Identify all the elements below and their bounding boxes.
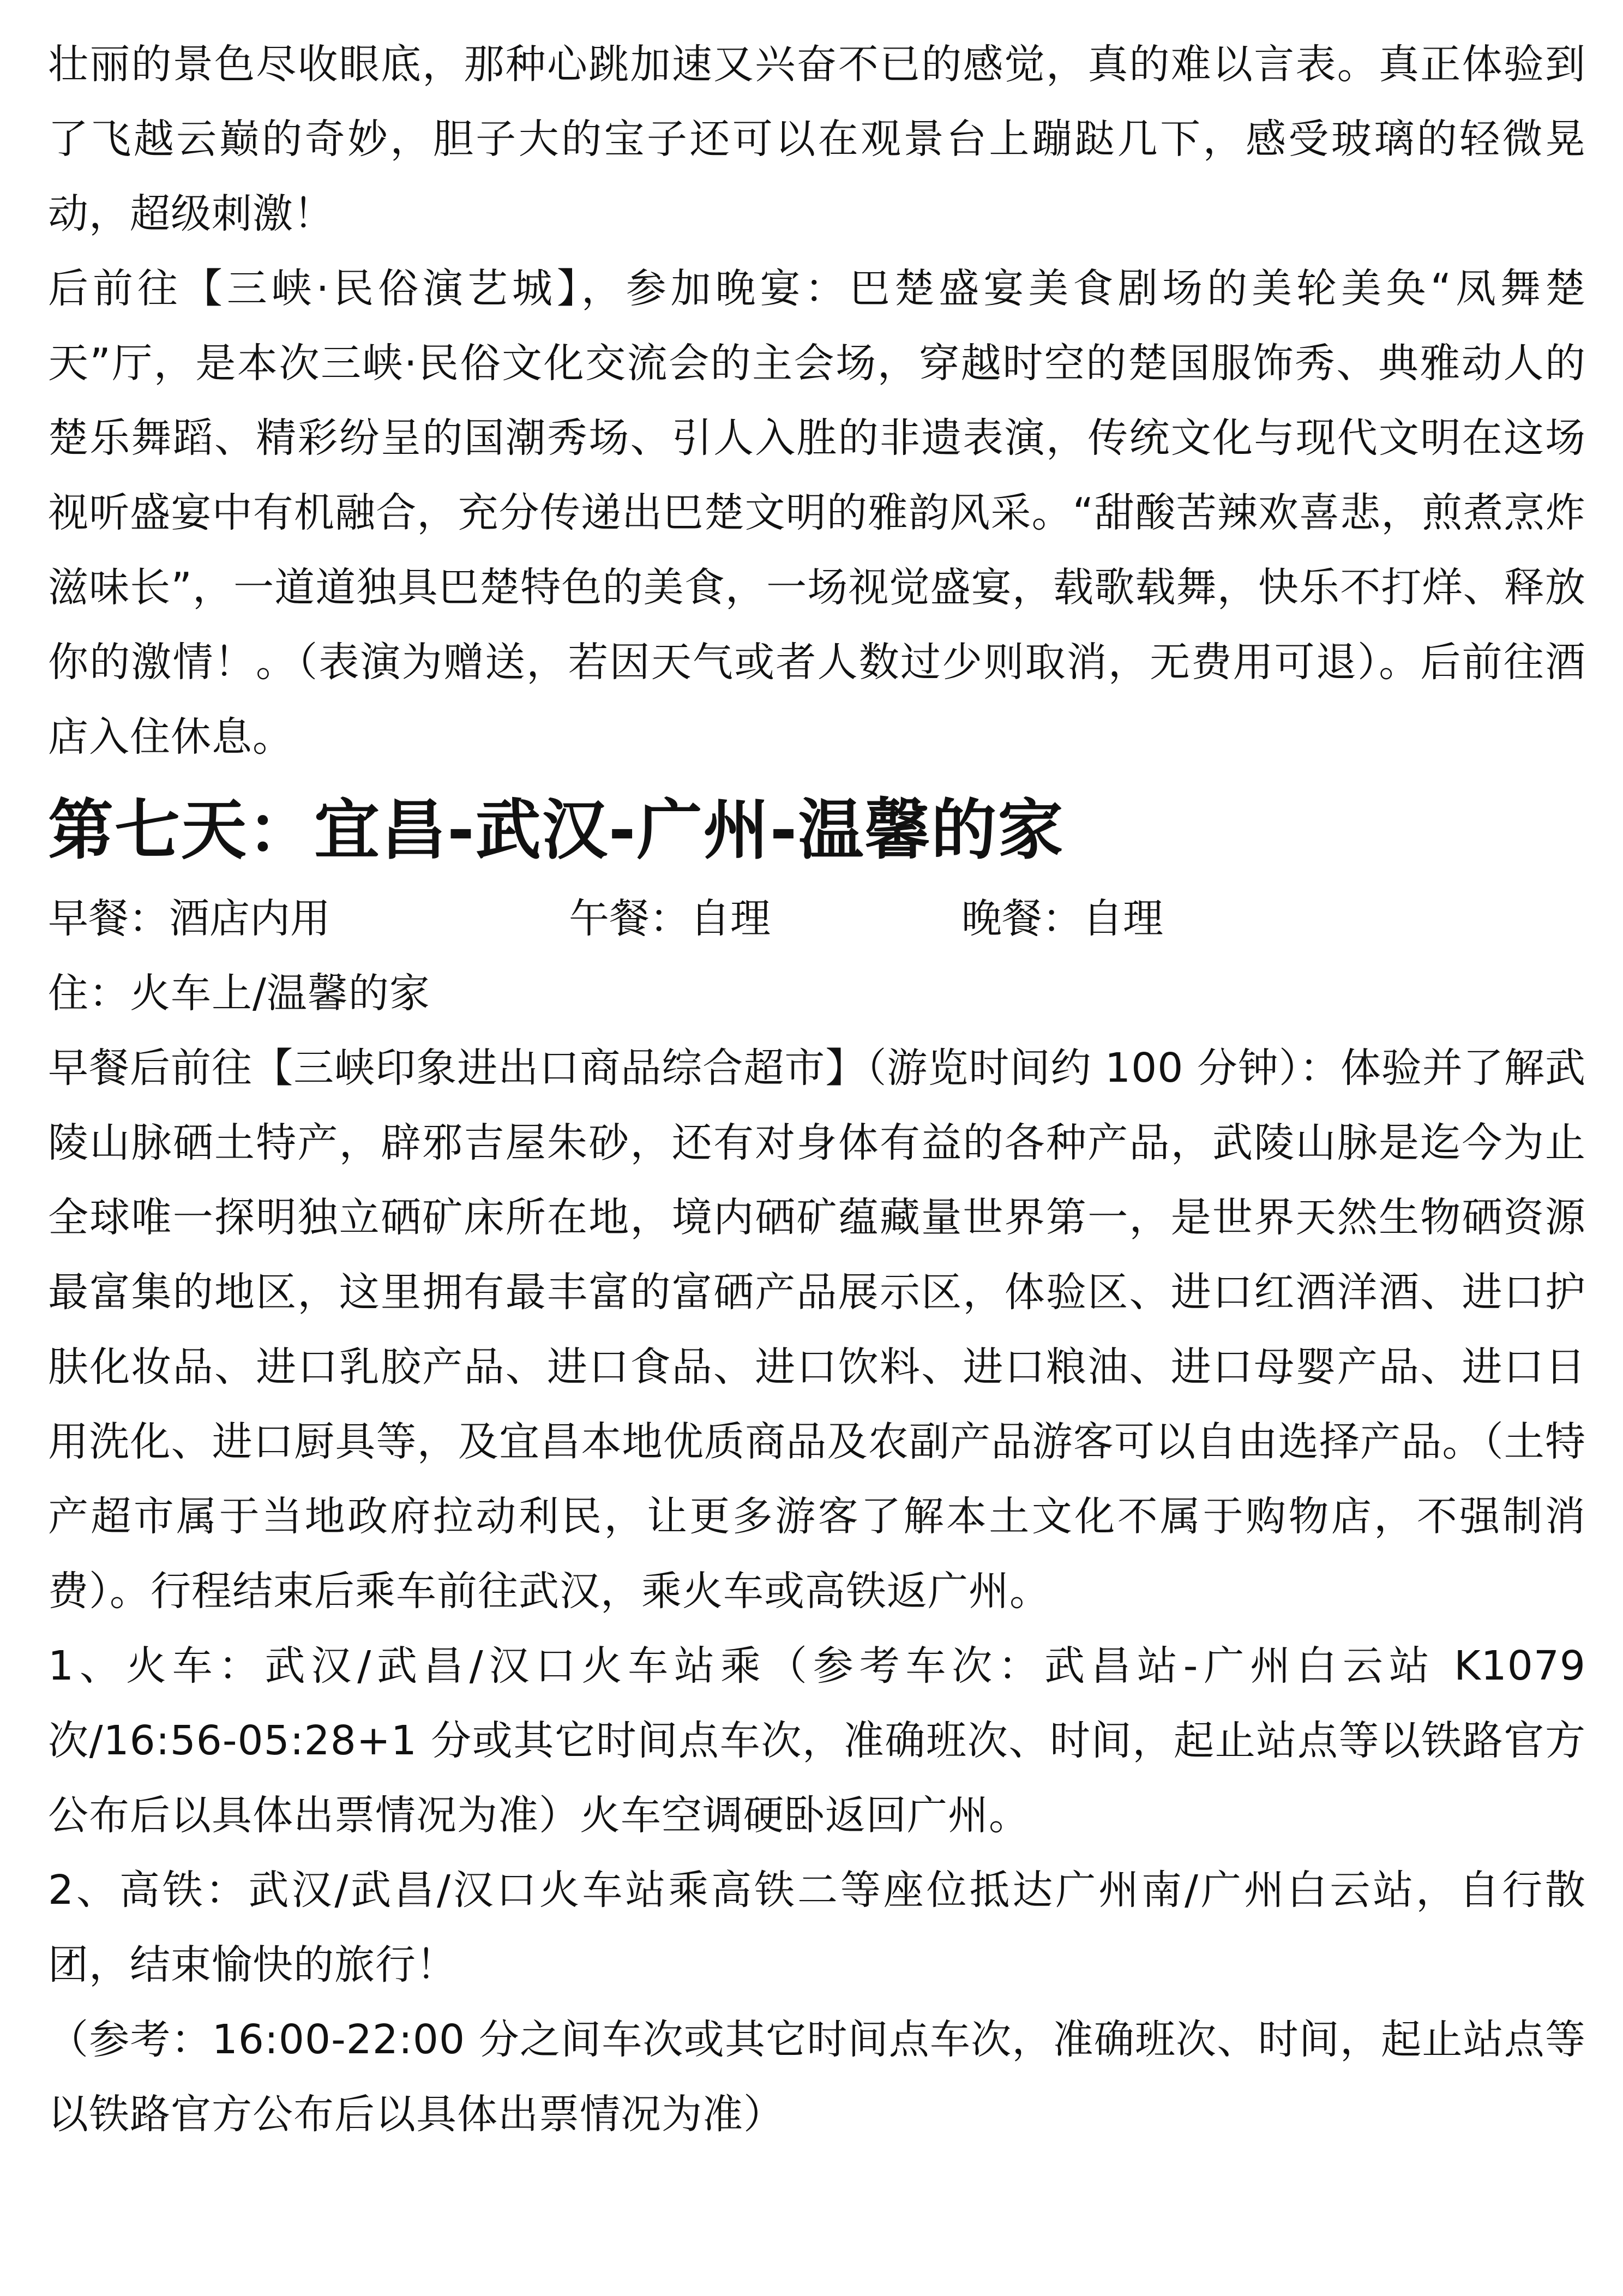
paragraph-folk-theater: 后前往【三峡·民俗演艺城】，参加晚宴：巴楚盛宴美食剧场的美轮美奂“凤舞楚天”厅，是本次三峡·民俗文化交流会的主会场，穿越时空的楚国服饰秀、典雅动人的楚乐舞蹈、精彩纷呈的国潮秀场、引人入胜的非遗表演，传统文化与现代文明在这场视听盛宴中有机融合，充分传递出巴楚文明的雅韵风采。“甜酸苦辣欢喜悲，煎煮烹炸滋味长”，一道道独具巴楚特色的美食，一场视觉盛宴，载歌载舞，快乐不打烊、释放你的激情！。（表演为赠送，若因天气或者人数过少则取消，无费用可退）。后前往酒店入住休息。 <box>48 265 1586 760</box>
breakfast-info: 早餐：酒店内用 <box>48 895 330 942</box>
paragraph-train-option: 1、火车：武汉/武昌/汉口火车站乘（参考车次：武昌站-广州白云站 K1079 次/16:56-05:28+1 分或其它时间点车次，准确班次、时间，起止站点等以铁路官方公布后以具体出票情况为准）火车空调硬卧返回广州。 <box>48 1642 1586 1839</box>
document-page <box>48 27 1586 2152</box>
lunch-info: 午餐：自理 <box>569 895 771 942</box>
paragraph-reference-note: （参考：16:00-22:00 分之间车次或其它时间点车次，准确班次、时间，起止站点等以铁路官方公布后以具体出票情况为准） <box>48 2016 1586 2138</box>
day-seven-heading: 第七天：宜昌-武汉-广州-温馨的家 <box>48 793 1065 868</box>
dinner-info: 晚餐：自理 <box>961 895 1163 942</box>
accommodation-info: 住：火车上/温馨的家 <box>48 970 430 1017</box>
meals-row <box>48 882 1586 956</box>
paragraph-supermarket: 早餐后前往【三峡印象进出口商品综合超市】（游览时间约 100 分钟）：体验并了解武陵山脉硒土特产，辟邪吉屋朱砂，还有对身体有益的各种产品，武陵山脉是迄今为止全球唯一探明独立硒矿床所在地，境内硒矿蕴藏量世界第一，是世界天然生物硒资源最富集的地区，这里拥有最丰富的富硒产品展示区，体验区、进口红酒洋酒、进口护肤化妆品、进口乳胶产品、进口食品、进口饮料、进口粮油、进口母婴产品、进口日用洗化、进口厨具等，及宜昌本地优质商品及农副产品游客可以自由选择产品。（土特产超市属于当地政府拉动利民，让更多游客了解本土文化不属于购物店，不强制消费）。行程结束后乘车前往武汉，乘火车或高铁返广州。 <box>48 1045 1586 1615</box>
paragraph-glass-walkway: 壮丽的景色尽收眼底，那种心跳加速又兴奋不已的感觉，真的难以言表。真正体验到了飞越云巅的奇妙，胆子大的宝子还可以在观景台上蹦跶几下，感受玻璃的轻微晃动，超级刺激！ <box>48 41 1586 237</box>
paragraph-highspeed-option: 2、高铁：武汉/武昌/汉口火车站乘高铁二等座位抵达广州南/广州白云站，自行散团，结束愉快的旅行！ <box>48 1867 1586 1988</box>
